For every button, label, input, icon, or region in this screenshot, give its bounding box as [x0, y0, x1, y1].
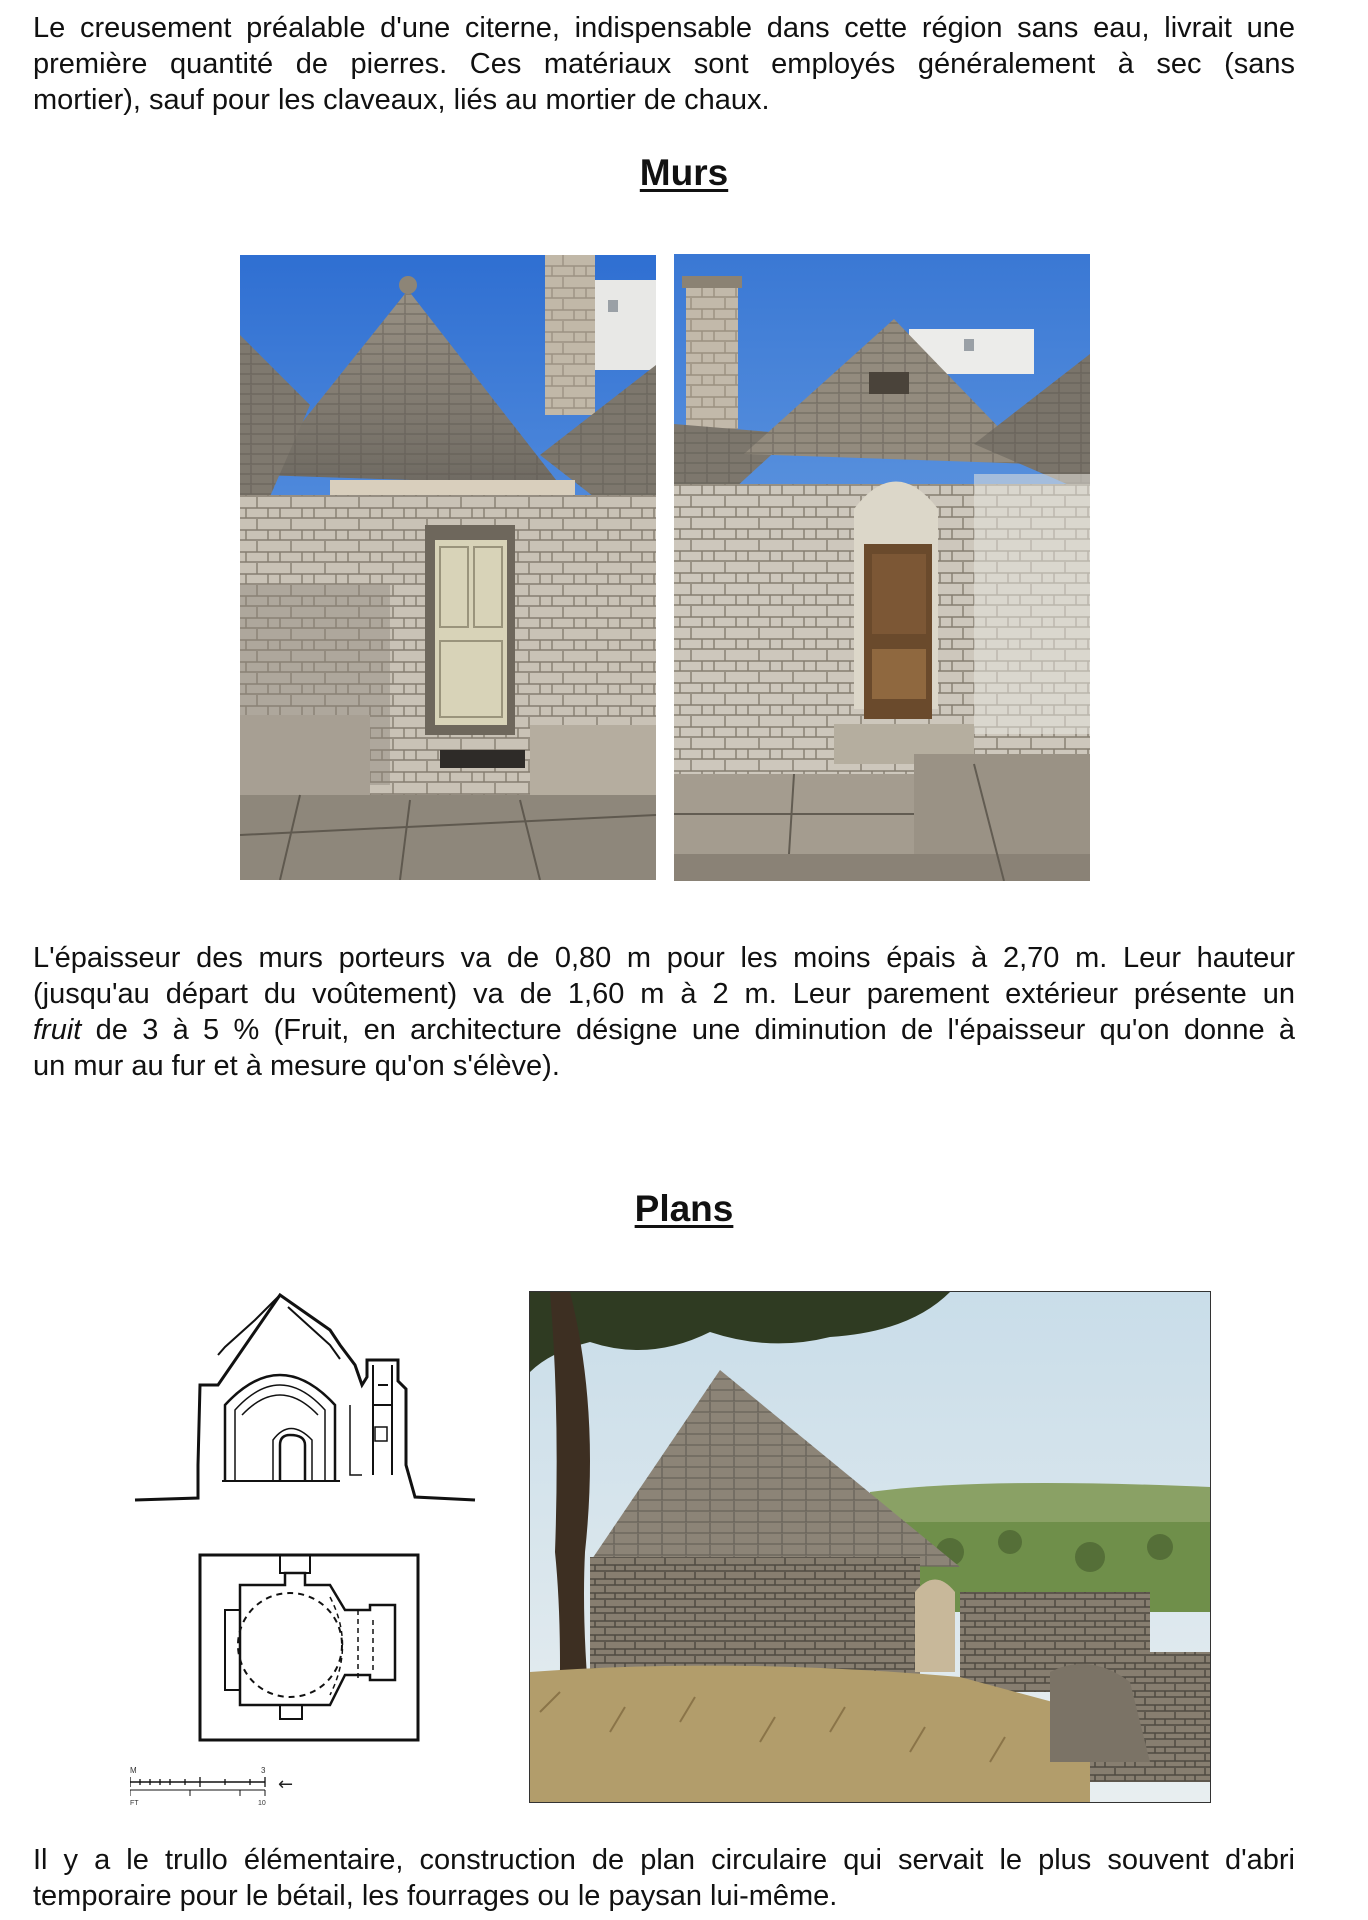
plans-heading: Plans: [634, 1188, 734, 1229]
scale-m-label: M: [130, 1766, 137, 1775]
murs-line-3-rest: de 3 à 5 % (Fruit, en architecture désigne une diminution de l'épaisseur qu'on donne à: [81, 1014, 1295, 1046]
scale-ft-label: FT: [130, 1800, 139, 1807]
trullo-countryside-photo: [529, 1291, 1211, 1803]
murs-line-3: [33, 1012, 1295, 1048]
plans-paragraph: [33, 1842, 1295, 1914]
scale-10-label: 10: [258, 1800, 266, 1807]
intro-paragraph: [33, 10, 1295, 118]
scale-3-label: 3: [261, 1766, 266, 1775]
trullo-photo-right: [674, 254, 1090, 881]
trullo-architectural-drawing: [130, 1285, 480, 1825]
plans-line-2: temporaire pour le bétail, les fourrages ou le paysan lui-même.: [33, 1880, 838, 1912]
fruit-term: fruit: [33, 1014, 82, 1046]
murs-line-1: L'épaisseur des murs porteurs va de 0,80 m pour les moins épais à 2,70 m. Leur hauteur: [33, 942, 1295, 974]
intro-line-1: Le creusement préalable d'une citerne, indispensable dans cette région sans eau, livrait une: [33, 12, 1295, 44]
murs-heading: Murs: [639, 152, 729, 193]
murs-paragraph: [33, 940, 1295, 1084]
trullo-photo-left: [240, 255, 656, 880]
plans-line-1: Il y a le trullo élémentaire, construction de plan circulaire qui servait le plus souvent d'abri: [33, 1844, 1295, 1876]
intro-line-2: première quantité de pierres. Ces matériaux sont employés généralement à sec (sans: [33, 48, 1295, 80]
north-arrow-icon: ←: [278, 1774, 294, 1795]
murs-line-4: un mur au fur et à mesure qu'on s'élève).: [33, 1050, 560, 1082]
murs-line-2: (jusqu'au départ du voûtement) va de 1,60 m à 2 m. Leur parement extérieur présente un: [33, 978, 1295, 1010]
intro-line-3: mortier), sauf pour les claveaux, liés au mortier de chaux.: [33, 84, 770, 116]
